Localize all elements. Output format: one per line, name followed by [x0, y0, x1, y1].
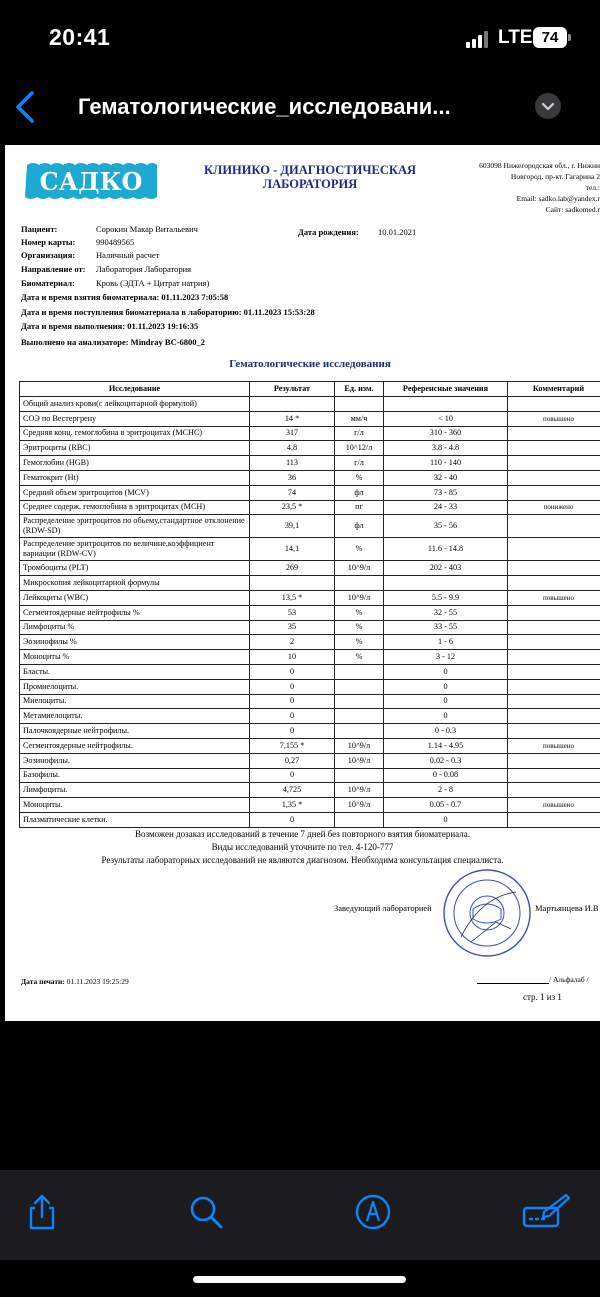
- test-name-cell: Эозинофилы.: [20, 753, 250, 768]
- test-name-cell: Бласты.: [20, 664, 250, 679]
- test-name-cell: Распределение эритроцитов по обьему,стандартное отклонение (RDW-SD): [20, 515, 250, 538]
- patient-name: Сорокин Макар Витальевич: [96, 224, 198, 234]
- print-date-value: 01.11.2023 19:25:29: [66, 977, 129, 986]
- table-row: [20, 694, 600, 709]
- comment-cell: [508, 664, 600, 679]
- comment-cell: [508, 812, 600, 827]
- table-row: [20, 798, 600, 813]
- direction-value: Лаборатория Лаборатория: [96, 264, 192, 274]
- table-row: [20, 620, 600, 635]
- result-cell: 0: [250, 709, 335, 724]
- signature-line: [477, 975, 549, 984]
- column-header: Результат: [250, 382, 335, 397]
- lab-title: КЛИНИКО - ДИАГНОСТИЧЕСКАЯ ЛАБОРАТОРИЯ: [203, 163, 417, 191]
- unit-cell: г/л: [335, 456, 384, 471]
- table-row: [20, 411, 600, 426]
- chevron-down-icon: [535, 93, 561, 119]
- status-bar: [0, 0, 600, 78]
- unit-cell: 10^9/л: [335, 753, 384, 768]
- reference-cell: 1 - 6: [384, 635, 508, 650]
- reference-cell: [384, 397, 508, 412]
- unit-cell: [335, 576, 384, 591]
- test-name-cell: СОЭ по Вестергрену: [20, 411, 250, 426]
- reference-cell: 24 - 33: [384, 500, 508, 515]
- unit-cell: фл: [335, 515, 384, 538]
- table-row: [20, 768, 600, 783]
- search-button[interactable]: [186, 1192, 226, 1232]
- birth-date-value: 10.01.2021: [378, 227, 417, 237]
- organization-value: Наличный расчет: [96, 250, 160, 260]
- note-line: Виды исследований уточните по тел. 4-120-777: [211, 842, 394, 852]
- test-name-cell: Моноциты.: [20, 798, 250, 813]
- table-row: [20, 635, 600, 650]
- head-of-lab-label: Заведующий лабораторией: [334, 903, 432, 913]
- comment-cell: [508, 753, 600, 768]
- unit-cell: %: [335, 538, 384, 561]
- reference-cell: 310 - 360: [384, 426, 508, 441]
- reference-cell: 0: [384, 812, 508, 827]
- test-name-cell: Лейкоциты (WBC): [20, 590, 250, 605]
- table-row: [20, 456, 600, 471]
- unit-cell: [335, 724, 384, 739]
- comment-cell: [508, 679, 600, 694]
- comment-cell: повышено: [508, 798, 600, 813]
- comment-cell: [508, 456, 600, 471]
- comment-cell: [508, 635, 600, 650]
- analyzer: Выполнено на анализаторе: Mindray BC-6800_2: [21, 337, 206, 347]
- test-name-cell: Распределение эритроцитов по величине,коэффициент вариации (RDW-CV): [20, 538, 250, 561]
- result-cell: 36: [250, 470, 335, 485]
- reference-cell: 0 - 0.3: [384, 724, 508, 739]
- navigation-bar: [0, 80, 600, 134]
- comment-cell: [508, 576, 600, 591]
- reference-cell: 5.5 - 9.9: [384, 590, 508, 605]
- result-cell: 35: [250, 620, 335, 635]
- result-cell: 0: [250, 694, 335, 709]
- comment-cell: [508, 620, 600, 635]
- test-name-cell: Общий анализ крови(с лейкоцитарной формулой): [20, 397, 250, 412]
- table-row: [20, 397, 600, 412]
- result-cell: 4,8: [250, 441, 335, 456]
- table-row: [20, 724, 600, 739]
- print-date-label: Дата печати:: [21, 977, 65, 986]
- share-icon: [22, 1192, 62, 1232]
- comment-cell: [508, 485, 600, 500]
- unit-cell: [335, 679, 384, 694]
- result-cell: 2: [250, 635, 335, 650]
- birth-date-label: Дата рождения:: [298, 227, 359, 237]
- unit-cell: [335, 664, 384, 679]
- comment-cell: [508, 441, 600, 456]
- reference-cell: 35 - 56: [384, 515, 508, 538]
- logo-text: САДКО: [39, 167, 143, 196]
- reference-cell: 0.02 - 0.3: [384, 753, 508, 768]
- result-cell: 0: [250, 679, 335, 694]
- reference-cell: 1.14 - 4.95: [384, 738, 508, 753]
- print-date: [21, 977, 129, 986]
- address-line: Новгород, пр-кт. Гагарина 2: [510, 172, 600, 181]
- test-name-cell: Гемоглобин (HGB): [20, 456, 250, 471]
- address-line: тел.:: [585, 183, 600, 192]
- column-header: Ед. изм.: [335, 382, 384, 397]
- comment-cell: [508, 515, 600, 538]
- sadko-logo: [23, 159, 159, 201]
- table-header-row: [20, 382, 600, 397]
- notes: [5, 828, 600, 867]
- result-cell: 10: [250, 650, 335, 665]
- result-cell: 14 *: [250, 411, 335, 426]
- sample-received: Дата и время поступления биоматериала в лабораторию: 01.11.2023 15:53:28: [21, 307, 315, 317]
- unit-cell: [335, 768, 384, 783]
- unit-cell: [335, 812, 384, 827]
- address-line: Сайт: sadkomed.r: [545, 205, 600, 214]
- reference-cell: 2 - 8: [384, 783, 508, 798]
- table-row: [20, 664, 600, 679]
- reference-cell: < 10: [384, 411, 508, 426]
- result-cell: [250, 576, 335, 591]
- address-line: 603098 Нижегородская обл., г. Нижни: [479, 161, 600, 170]
- biomaterial-label: Биоматериал:: [21, 278, 75, 288]
- lab-address: [445, 160, 600, 215]
- document-title[interactable]: Гематологические_исследовани...: [78, 94, 451, 119]
- result-cell: 4,725: [250, 783, 335, 798]
- unit-cell: [335, 397, 384, 412]
- table-row: [20, 783, 600, 798]
- reference-cell: 0: [384, 679, 508, 694]
- unit-cell: 10^9/л: [335, 561, 384, 576]
- comment-cell: повышено: [508, 590, 600, 605]
- unit-cell: %: [335, 650, 384, 665]
- result-cell: 1,35 *: [250, 798, 335, 813]
- results-table: [19, 381, 600, 828]
- comment-cell: [508, 709, 600, 724]
- chevron-left-icon: [12, 87, 42, 127]
- table-row: [20, 561, 600, 576]
- table-row: [20, 590, 600, 605]
- test-name-cell: Промиелоциты.: [20, 679, 250, 694]
- test-name-cell: Плазматические клетки.: [20, 812, 250, 827]
- comment-cell: понижено: [508, 500, 600, 515]
- address-line: Email: sadko.lab@yandex.r: [516, 194, 600, 203]
- comment-cell: повышено: [508, 738, 600, 753]
- test-name-cell: Лимфоциты %: [20, 620, 250, 635]
- comment-cell: [508, 426, 600, 441]
- network-type: LTE: [498, 27, 533, 48]
- patient-label: Пациент:: [21, 224, 58, 234]
- unit-cell: [335, 694, 384, 709]
- test-name-cell: Эритроциты (RBC): [20, 441, 250, 456]
- sample-done: Дата и время выполнения: 01.11.2023 19:16:35: [21, 321, 199, 331]
- table-row: [20, 812, 600, 827]
- result-cell: 113: [250, 456, 335, 471]
- result-cell: 7,155 *: [250, 738, 335, 753]
- result-cell: 23,5 *: [250, 500, 335, 515]
- reference-cell: 11.6 - 14.8: [384, 538, 508, 561]
- comment-cell: [508, 724, 600, 739]
- table-row: [20, 679, 600, 694]
- test-name-cell: Средний объем эритроцитов (MCV): [20, 485, 250, 500]
- cellular-signal-icon: [466, 30, 490, 48]
- test-name-cell: Лимфоциты.: [20, 783, 250, 798]
- reference-cell: 3 - 12: [384, 650, 508, 665]
- biomaterial-value: Кровь (ЭДТА + Цитрат натрия): [96, 278, 210, 288]
- test-name-cell: Сегментоядерные нейтрофилы.: [20, 738, 250, 753]
- table-row: [20, 605, 600, 620]
- reference-cell: [384, 576, 508, 591]
- title-menu-button[interactable]: [535, 93, 561, 119]
- column-header: Референсные значения: [384, 382, 508, 397]
- result-cell: 39,1: [250, 515, 335, 538]
- status-time: 20:41: [49, 24, 111, 50]
- markup-button[interactable]: [353, 1192, 393, 1232]
- battery-level: 74: [541, 29, 559, 46]
- reference-cell: 73 - 85: [384, 485, 508, 500]
- result-cell: 269: [250, 561, 335, 576]
- comment-cell: [508, 561, 600, 576]
- column-header: Комментарий: [508, 382, 600, 397]
- column-header: Исследование: [20, 382, 250, 397]
- unit-cell: %: [335, 635, 384, 650]
- table-row: [20, 441, 600, 456]
- reference-cell: 32 - 55: [384, 605, 508, 620]
- home-indicator[interactable]: [193, 1276, 406, 1283]
- result-cell: 13,5 *: [250, 590, 335, 605]
- table-row: [20, 515, 600, 538]
- table-row: [20, 753, 600, 768]
- table-row: [20, 576, 600, 591]
- test-name-cell: Миелоциты.: [20, 694, 250, 709]
- result-cell: 317: [250, 426, 335, 441]
- result-cell: 0: [250, 812, 335, 827]
- direction-label: Направление от:: [21, 264, 86, 274]
- table-row: [20, 709, 600, 724]
- sample-taken: Дата и время взятия биоматериала: 01.11.2023 7:05:58: [21, 292, 229, 302]
- result-cell: [250, 397, 335, 412]
- test-name-cell: Средняя конц. гемоглобина в эритроцитах (MCHC): [20, 426, 250, 441]
- table-row: [20, 426, 600, 441]
- comment-cell: [508, 470, 600, 485]
- test-name-cell: Микроскопия лейкоцитарной формулы: [20, 576, 250, 591]
- comment-cell: [508, 694, 600, 709]
- reference-cell: 33 - 55: [384, 620, 508, 635]
- test-name-cell: Моноциты %: [20, 650, 250, 665]
- unit-cell: %: [335, 470, 384, 485]
- table-row: [20, 538, 600, 561]
- table-row: [20, 485, 600, 500]
- unit-cell: фл: [335, 485, 384, 500]
- battery-icon: [533, 27, 567, 48]
- comment-cell: [508, 397, 600, 412]
- comment-cell: [508, 650, 600, 665]
- note-line: Результаты лабораторных исследований не являются диагнозом. Необходима консультация специалиста.: [101, 855, 504, 865]
- test-name-cell: Базофилы.: [20, 768, 250, 783]
- unit-cell: %: [335, 605, 384, 620]
- result-cell: 74: [250, 485, 335, 500]
- reference-cell: 0.05 - 0.7: [384, 798, 508, 813]
- unit-cell: [335, 709, 384, 724]
- table-row: [20, 500, 600, 515]
- comment-cell: [508, 605, 600, 620]
- comment-cell: [508, 768, 600, 783]
- edit-button[interactable]: [522, 1192, 562, 1232]
- reference-cell: 3.8 - 4.8: [384, 441, 508, 456]
- table-row: [20, 650, 600, 665]
- edit-icon: [522, 1192, 572, 1232]
- unit-cell: 10^9/л: [335, 798, 384, 813]
- reference-cell: 0: [384, 709, 508, 724]
- section-title: Гематологические исследования: [229, 358, 391, 370]
- result-cell: 14,1: [250, 538, 335, 561]
- table-row: [20, 470, 600, 485]
- test-name-cell: Сегментоядерные нейтрофилы %: [20, 605, 250, 620]
- reference-cell: 0 - 0.08: [384, 768, 508, 783]
- result-cell: 0: [250, 768, 335, 783]
- table-row: [20, 738, 600, 753]
- comment-cell: [508, 783, 600, 798]
- unit-cell: 10^12/л: [335, 441, 384, 456]
- back-button[interactable]: [12, 87, 42, 127]
- result-cell: 0: [250, 664, 335, 679]
- page-number: стр. 1 из 1: [523, 992, 562, 1002]
- test-name-cell: Палочкоядерные нейтрофилы.: [20, 724, 250, 739]
- reference-cell: 0: [384, 694, 508, 709]
- card-value: 990489565: [96, 237, 135, 247]
- test-name-cell: Эозинофилы %: [20, 635, 250, 650]
- note-line: Возможен дозаказ исследований в течение 7 дней без повторного взятия биоматериала.: [135, 829, 470, 839]
- test-name-cell: Гематокрит (Ht): [20, 470, 250, 485]
- comment-cell: [508, 538, 600, 561]
- head-of-lab-name: Мартьянцева И.В: [535, 903, 599, 913]
- reference-cell: 202 - 403: [384, 561, 508, 576]
- signature-name: / Альфалаб /: [549, 975, 589, 984]
- test-name-cell: Среднее содерж. гемоглобина в эритроцитах (MCH): [20, 500, 250, 515]
- share-button[interactable]: [22, 1192, 62, 1232]
- comment-cell: повышено: [508, 411, 600, 426]
- card-label: Номер карты:: [21, 237, 76, 247]
- test-name-cell: Тромбоциты (PLT): [20, 561, 250, 576]
- unit-cell: 10^9/л: [335, 738, 384, 753]
- organization-label: Организация:: [21, 250, 76, 260]
- result-cell: 0: [250, 724, 335, 739]
- lab-stamp: [441, 867, 533, 959]
- result-cell: 53: [250, 605, 335, 620]
- reference-cell: 0: [384, 664, 508, 679]
- unit-cell: мм/ч: [335, 411, 384, 426]
- bottom-toolbar: [0, 1170, 600, 1260]
- reference-cell: 110 - 140: [384, 456, 508, 471]
- unit-cell: г/л: [335, 426, 384, 441]
- unit-cell: %: [335, 620, 384, 635]
- search-icon: [186, 1192, 226, 1232]
- reference-cell: 32 - 40: [384, 470, 508, 485]
- document-page[interactable]: [5, 145, 600, 1021]
- unit-cell: пг: [335, 500, 384, 515]
- markup-icon: [353, 1192, 393, 1232]
- unit-cell: 10^9/л: [335, 590, 384, 605]
- test-name-cell: Метамиелоциты.: [20, 709, 250, 724]
- unit-cell: 10^9/л: [335, 783, 384, 798]
- result-cell: 0,27: [250, 753, 335, 768]
